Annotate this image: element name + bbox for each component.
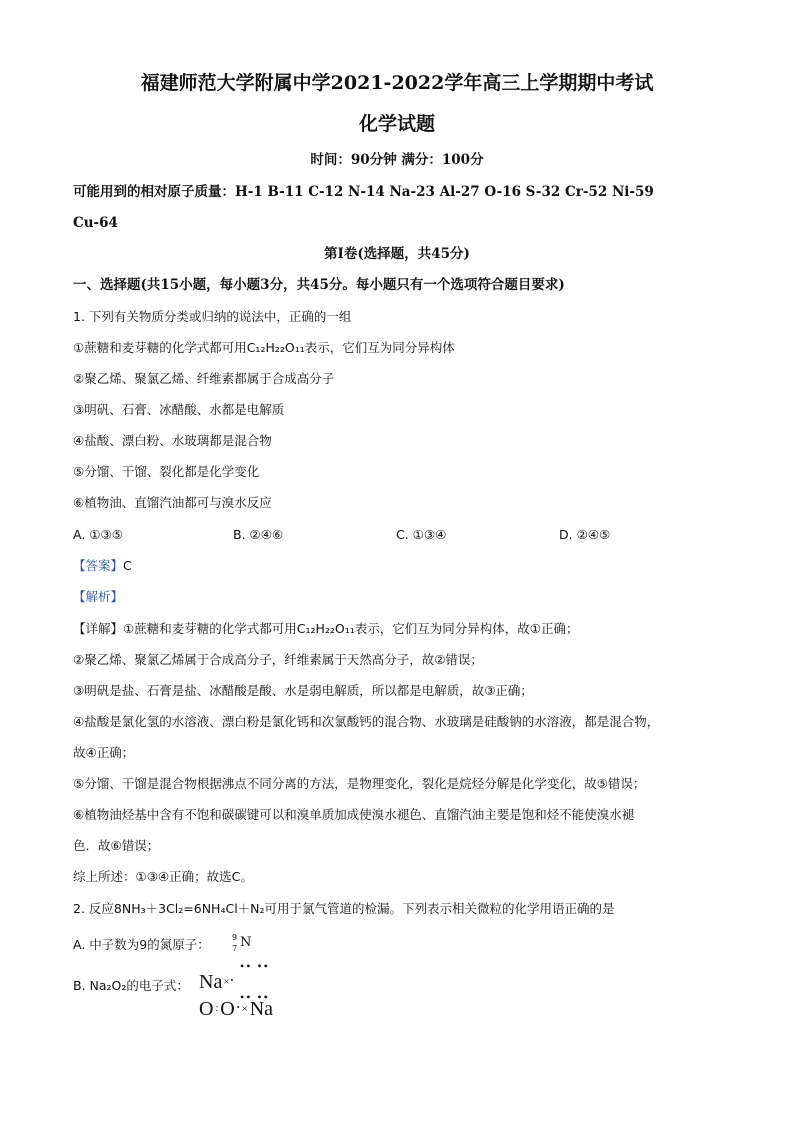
q2-stem: 2. 反应8NH₃＋3Cl₂=6NH₄Cl＋N₂可用于氯气管道的检漏。下列表示相关微粒的化学用语正确的是 xyxy=(73,901,615,916)
electron-cross-left: × xyxy=(223,976,230,988)
shared-pair: : xyxy=(215,1003,219,1014)
q2-option-b: B. Na₂O₂的电子式： xyxy=(73,978,189,993)
exam-title: 福建师范大学附属中学2021-2022学年高三上学期期中考试 xyxy=(140,72,654,94)
q1-statement-6: ⑥植物油、直馏汽油都可与溴水反应 xyxy=(73,495,272,510)
q1-option-d: D. ②④⑤ xyxy=(559,527,611,542)
na-left: Na xyxy=(199,971,223,993)
electron-dots-bottom: •• •• xyxy=(240,990,270,1004)
electron-dot-formula xyxy=(199,959,274,1022)
time-info: 时间：90分钟 满分：100分 xyxy=(310,152,484,168)
q1-option-b: B. ②④⑥ xyxy=(233,527,284,542)
q1-detail-row-1 xyxy=(73,619,734,639)
answer-tag: 【答案】 xyxy=(73,558,124,573)
na-right: Na xyxy=(249,998,274,1020)
q1-statement-1: ①蔗糖和麦芽糖的化学式都可用C₁₂H₂₂O₁₁表示，它们互为同分异构体 xyxy=(73,340,455,355)
q1-statement-3: ③明矾、石膏、冰醋酸、水都是电解质 xyxy=(73,402,285,417)
element-symbol: N xyxy=(240,935,252,950)
q1-statement-5: ⑤分馏、干馏、裂化都是化学变化 xyxy=(73,464,260,479)
q1-detail-line-8: 色．故⑥错误； xyxy=(73,838,160,853)
atomic-number: 7 xyxy=(232,944,238,953)
q1-detail-line-2: ②聚乙烯、聚氯乙烯属于合成高分子，纤维素属于天然高分子，故②错误； xyxy=(73,652,483,667)
electron-cross-right: × xyxy=(241,1003,248,1015)
atomic-mass-line-1: 可能用到的相对原子质量：H-1 B-11 C-12 N-14 Na-23 Al-27 O-16 S-32 Cr-52 Ni-59 xyxy=(73,184,654,200)
q1-detail-line-6: ⑤分馏、干馏是混合物根据沸点不同分离的方法，是物理变化，裂化是烷烃分解是化学变化，故⑤错误； xyxy=(73,776,646,791)
mass-number: 9 xyxy=(232,933,238,942)
oxygen-1: O xyxy=(199,998,214,1020)
q1-stem: 1. 下列有关物质分类或归纳的说法中，正确的一组 xyxy=(73,309,352,324)
q1-analysis-row xyxy=(73,587,734,608)
q1-detail-line-3: ③明矾是盐、石膏是盐、冰醋酸是酸、水是弱电解质，所以都是电解质，故③正确； xyxy=(73,683,533,698)
q1-summary: 综上所述：①③④正确；故选C。 xyxy=(73,869,253,884)
q1-detail-line-4: ④盐酸是氯化氢的水溶液、漂白粉是氯化钙和次氯酸钙的混合物、水玻璃是硅酸钠的水溶液，都是混合物， xyxy=(73,714,660,729)
volume-title: 第Ⅰ卷(选择题，共45分) xyxy=(324,246,470,262)
electron-dots-top: •• •• xyxy=(240,959,270,973)
section-instruction: 一、选择题(共15小题，每小题3分，共45分。每小题只有一个选项符合题目要求) xyxy=(73,277,565,293)
q1-statement-4: ④盐酸、漂白粉、水玻璃都是混合物 xyxy=(73,433,272,448)
q1-statement-2: ②聚乙烯、聚氯乙烯、纤维素都属于合成高分子 xyxy=(73,371,335,386)
electron-pair-left: • xyxy=(230,976,234,985)
atomic-mass-line-2: Cu-64 xyxy=(73,215,118,231)
q1-answer-row xyxy=(73,556,734,577)
q1-option-c: C. ①③④ xyxy=(396,527,447,542)
oxygen-2: O xyxy=(220,998,235,1020)
q1-detail-line-1: ①蔗糖和麦芽糖的化学式都可用C₁₂H₂₂O₁₁表示，它们互为同分异构体，故①正确； xyxy=(123,621,579,636)
analysis-tag: 【解析】 xyxy=(73,589,124,604)
exam-subtitle: 化学试题 xyxy=(358,113,435,135)
detail-tag: 【详解】 xyxy=(73,621,124,636)
q1-detail-line-5: 故④正确； xyxy=(73,745,135,760)
q1-option-a: A. ①③⑤ xyxy=(73,527,123,542)
q2-option-a: A. 中子数为9的氮原子： xyxy=(73,937,210,952)
q1-answer: C xyxy=(123,558,132,573)
electron-pair-right: • xyxy=(236,1003,240,1012)
q1-detail-line-7: ⑥植物油烃基中含有不饱和碳碳键可以和溴单质加成使溴水褪色、直馏汽油主要是饱和烃不能使溴水褪 xyxy=(73,807,635,822)
